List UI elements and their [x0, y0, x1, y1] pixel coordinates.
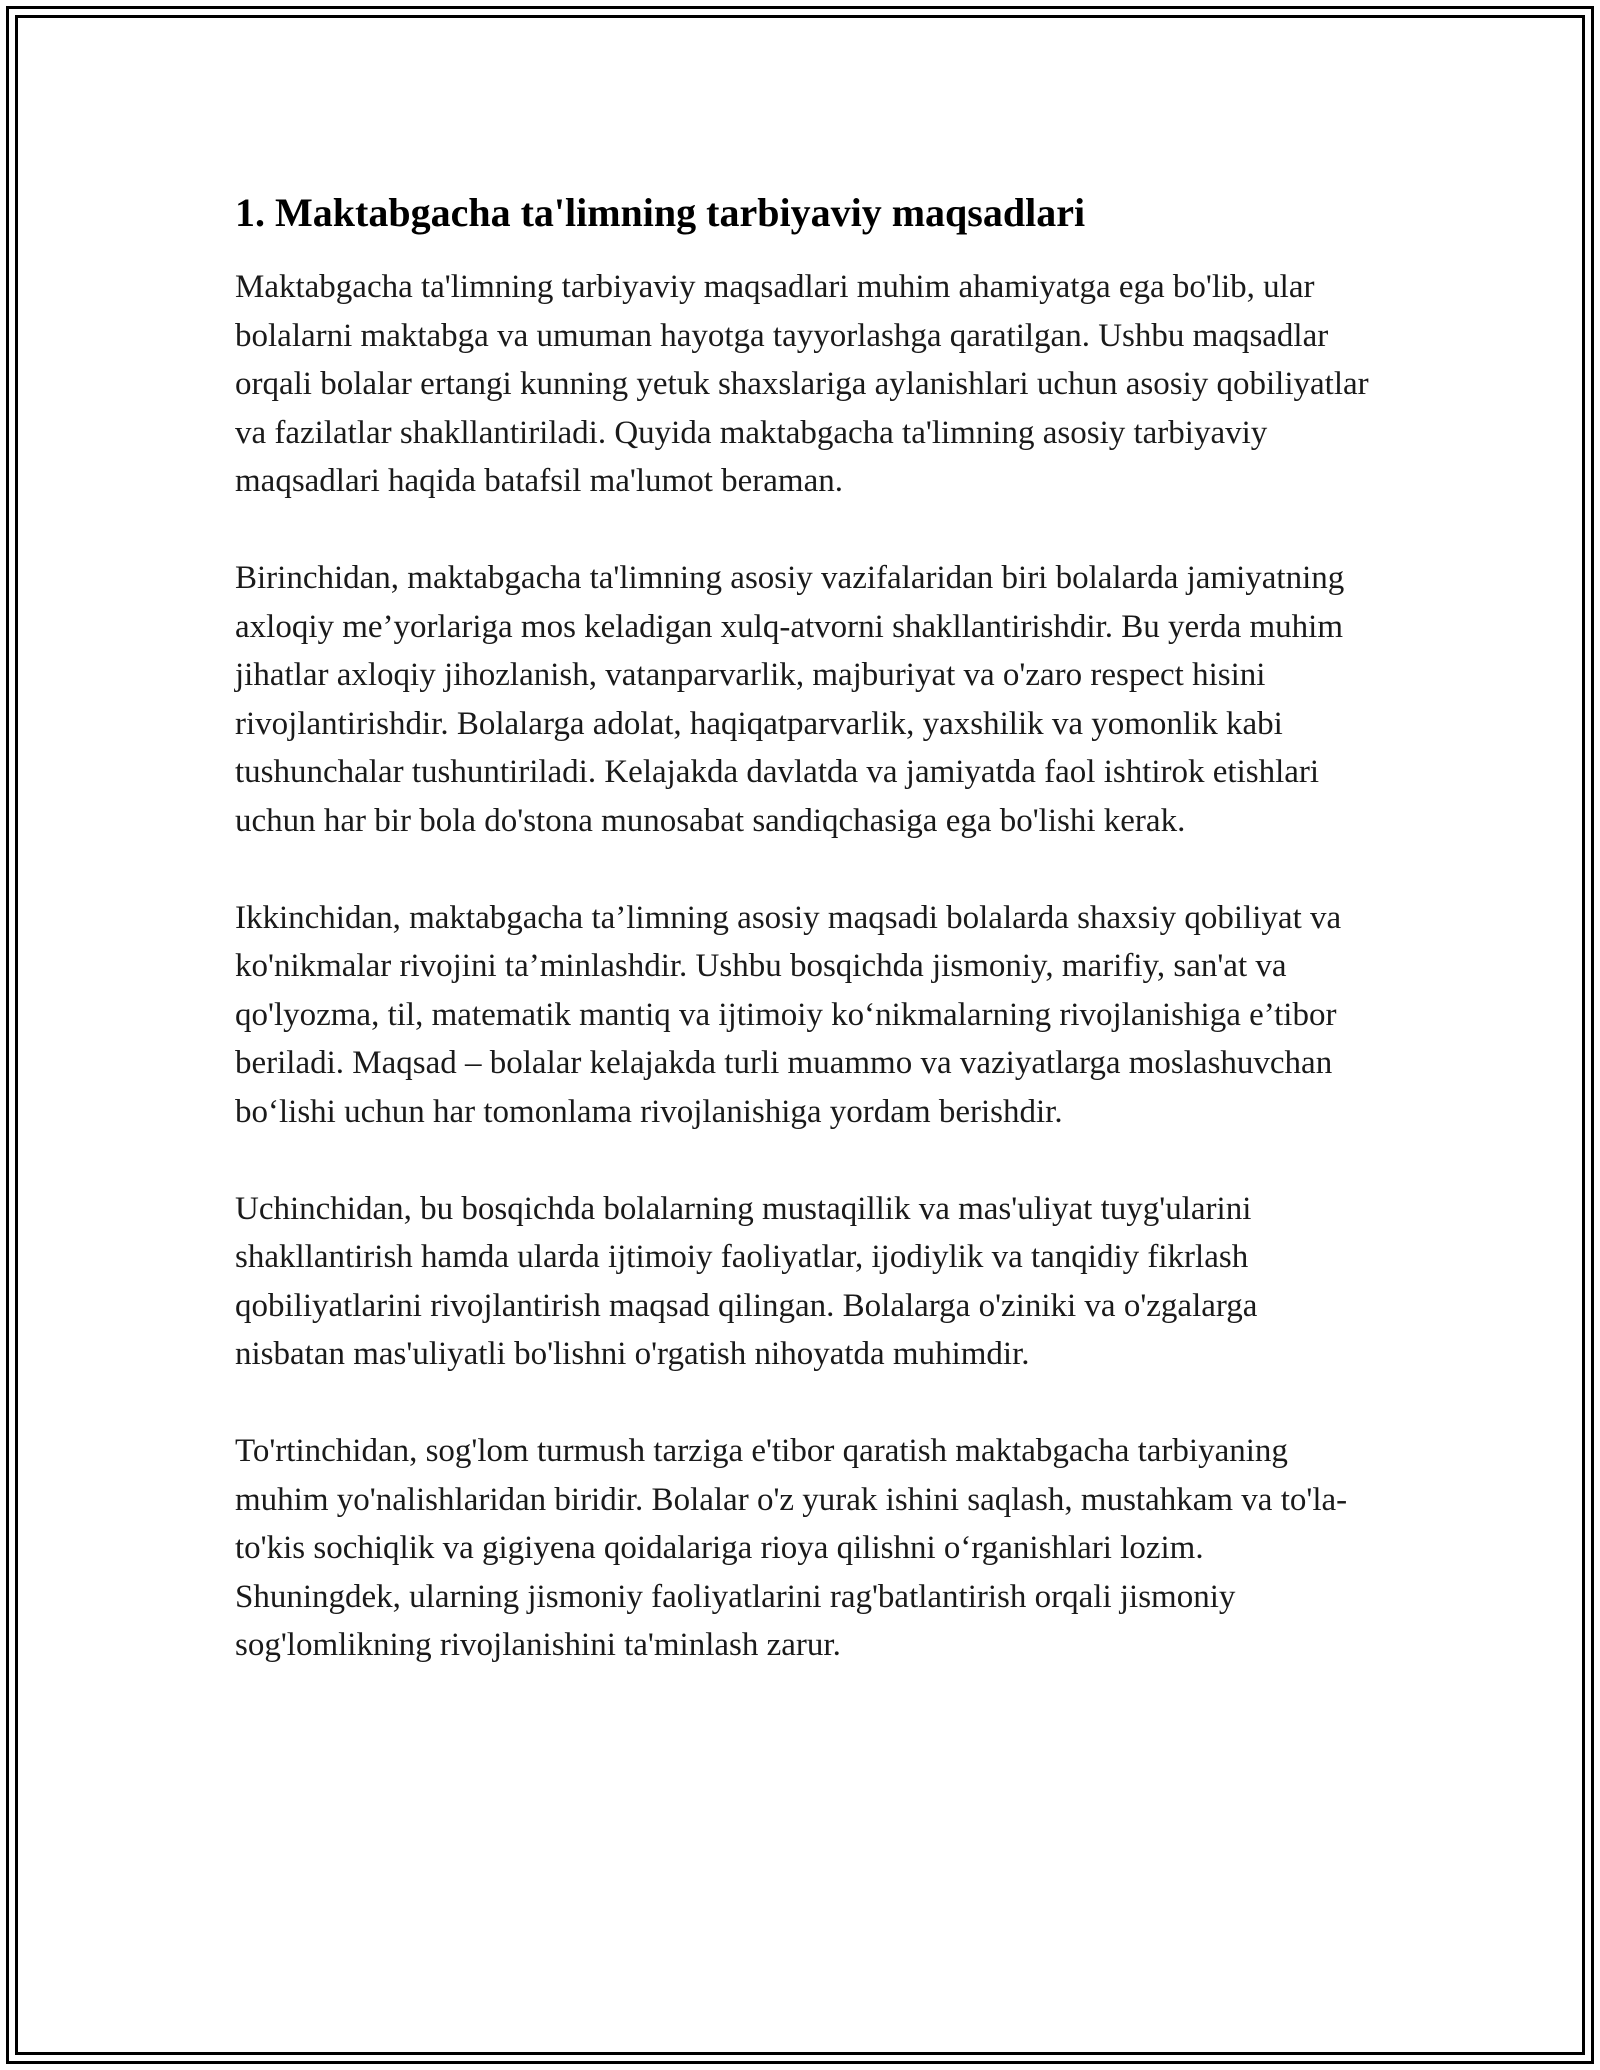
paragraph-third: Uchinchidan, bu bosqichda bolalarning mustaqillik va mas'uliyat tuyg'ularini shakllantirish hamda ularda ijtimoiy faoliyatlar, ijodiylik va tanqidiy fikrlash qobiliyatlarini rivojlantirish maqsad qilingan. Bolalarga o'ziniki va o'zgalarga nisbatan mas'uliyatli bo'lishni o'rgatish nihoyatda muhimdir.	[235, 1190, 1258, 1372]
document-body	[235, 185, 1375, 1670]
section-heading: 1. Maktabgacha ta'limning tarbiyaviy maqsadlari	[235, 190, 1086, 235]
paragraph-fourth: To'rtinchidan, sog'lom turmush tarziga e'tibor qaratish maktabgacha tarbiyaning muhim yo'nalishlaridan biridir. Bolalar o'z yurak ishini saqlash, mustahkam va to'la-to'kis sochiqlik va gigiyena qoidalariga rioya qilishni o‘rganishlari lozim. Shuningdek, ularning jismoniy faoliyatlarini rag'batlantirish orqali jismoniy sog'lomlikning rivojlanishini ta'minlash zarur.	[235, 1433, 1348, 1663]
paragraph-intro: Maktabgacha ta'limning tarbiyaviy maqsadlari muhim ahamiyatga ega bo'lib, ular bolalarni maktabga va umuman hayotga tayyorlashga qaratilgan. Ushbu maqsadlar orqali bolalar ertangi kunning yetuk shaxslariga aylanishlari uchun asosiy qobiliyatlar va fazilatlar shakllantiriladi. Quyida maktabgacha ta'limning asosiy tarbiyaviy maqsadlari haqida batafsil ma'lumot beraman.	[235, 269, 1369, 499]
paragraph-second: Ikkinchidan, maktabgacha ta’limning asosiy maqsadi bolalarda shaxsiy qobiliyat va ko'nikmalar rivojini ta’minlashdir. Ushbu bosqichda jismoniy, marifiy, san'at va qo'lyozma, til, matematik mantiq va ijtimoiy ko‘nikmalarning rivojlanishiga e’tibor beriladi. Maqsad – bolalar kelajakda turli muammo va vaziyatlarga moslashuvchan bo‘lishi uchun har tomonlama rivojlanishiga yordam berishdir.	[235, 899, 1342, 1130]
paragraph-first: Birinchidan, maktabgacha ta'limning asosiy vazifalaridan biri bolalarda jamiyatning axloqiy me’yorlariga mos keladigan xulq-atvorni shakllantirishdir. Bu yerda muhim jihatlar axloqiy jihozlanish, vatanparvarlik, majburiyat va o'zaro respect hisini rivojlantirishdir. Bolalarga adolat, haqiqatparvarlik, yaxshilik va yomonlik kabi tushunchalar tushuntiriladi. Kelajakda davlatda va jamiyatda faol ishtirok etishlari uchun har bir bola do'stona munosabat sandiqchasiga ega bo'lishi kerak.	[235, 560, 1345, 839]
